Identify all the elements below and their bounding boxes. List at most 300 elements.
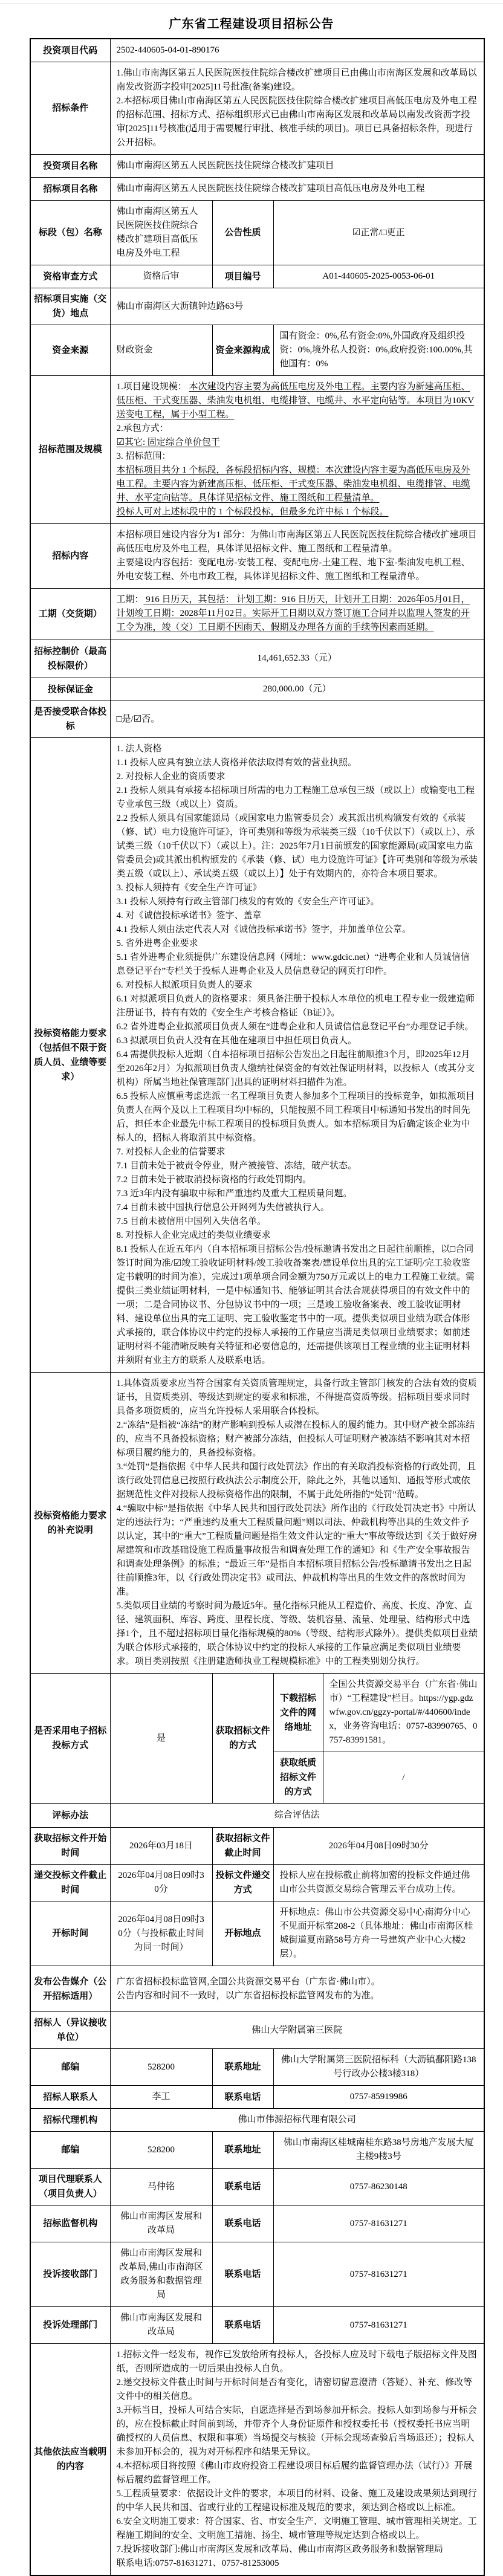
consortium-bid-label bbox=[30, 701, 110, 738]
agent-phone-label bbox=[212, 2169, 273, 2205]
text-run: 7.投诉接收部门:佛山市南海区发展和改革局、佛山市南海区政务服务和数据管理局 bbox=[116, 2545, 443, 2554]
table-row bbox=[30, 2109, 484, 2132]
text-paragraph bbox=[117, 2348, 478, 2376]
text-paragraph bbox=[117, 1975, 478, 1989]
text-run: 7.2 目前未处于被取消投标资格的行政处罚期内。 bbox=[116, 1175, 312, 1185]
text-paragraph bbox=[280, 2053, 478, 2081]
text-run: 获取招标文件截止时间 bbox=[215, 1833, 270, 1858]
text-run: 2026年04月08日09时30分 bbox=[328, 1840, 429, 1851]
supervision-agency-label bbox=[30, 2205, 110, 2242]
text-run: 联系电话 bbox=[224, 2091, 261, 2102]
text-paragraph bbox=[117, 2376, 478, 2404]
bid-bond-label bbox=[30, 678, 110, 701]
text-run: 招标项目名称 bbox=[43, 183, 98, 194]
text-run: 获取招标文件的方式 bbox=[215, 1726, 270, 1750]
text-paragraph bbox=[117, 2459, 478, 2487]
other-required-content-label bbox=[30, 2344, 110, 2576]
text-run: 528200 bbox=[148, 2062, 175, 2072]
table-row bbox=[30, 178, 484, 201]
table-row bbox=[30, 1373, 484, 1674]
text-paragraph bbox=[34, 2143, 107, 2157]
text-run: 1.具体资质要求应当符合国家有关资质管理规定，具备行政主管部门核发的合法有效的资质证书，且资质类别、等级达到规定的要求和标准，不得提高资质等级。招标项目要求同时具备多项资质的，应当允许投标人采用联合体投标。 bbox=[116, 1379, 477, 1416]
text-paragraph bbox=[117, 556, 478, 584]
text-run: 工期： bbox=[116, 595, 144, 604]
bid-opening-time-value bbox=[110, 1901, 212, 1966]
text-paragraph bbox=[216, 1724, 270, 1753]
text-paragraph bbox=[117, 94, 478, 150]
text-paragraph bbox=[34, 270, 107, 284]
text-run: 6.3 拟派项目负责人没有在其他在建项目中担任项目负责人。 bbox=[116, 1036, 357, 1046]
text-run: 528200 bbox=[148, 2144, 175, 2155]
complaint-receiving-value bbox=[110, 2242, 212, 2307]
evaluation-method-label bbox=[30, 1804, 110, 1828]
qualification-supplement-label bbox=[30, 1373, 110, 1674]
text-paragraph bbox=[117, 937, 478, 951]
text-run: 工期（交货期） bbox=[38, 608, 102, 619]
text-run: 联系地址 bbox=[224, 2062, 261, 2072]
download-url-value bbox=[323, 1674, 484, 1752]
text-run: 2.承包方式： bbox=[116, 424, 169, 433]
text-paragraph bbox=[34, 182, 107, 196]
bid-bond-value bbox=[110, 678, 484, 701]
table-row bbox=[30, 376, 484, 524]
text-paragraph bbox=[34, 44, 107, 58]
text-run: 本招标项目建设内容分为1 部分：为佛山市南海区第五人民医院医技住院综合楼改扩建项目高低压电房及外电工程，具体详见招标文件、施工图纸和工程量清单。 bbox=[116, 530, 477, 554]
table-row bbox=[30, 2169, 484, 2205]
text-paragraph bbox=[216, 1868, 270, 1897]
text-paragraph bbox=[117, 1243, 478, 1368]
text-paragraph bbox=[117, 380, 478, 422]
text-paragraph bbox=[216, 2060, 270, 2074]
text-run: 7.1 目前未处于被责令停业，财产被接管、冻结，破产状态。 bbox=[116, 1161, 357, 1171]
tenderer-postcode-value bbox=[110, 2049, 212, 2086]
text-paragraph bbox=[216, 2267, 270, 2282]
tender-content-value bbox=[110, 524, 484, 589]
text-paragraph bbox=[34, 1975, 107, 2004]
bid-submission-method-value bbox=[273, 1865, 484, 1901]
notice-nature-label bbox=[212, 201, 273, 265]
text-run: 联系电话 bbox=[224, 2320, 261, 2330]
paper-documents-label bbox=[273, 1752, 323, 1804]
text-run: 1.1 投标人应具有独立法人资格并依法取得有效的营业执照。 bbox=[116, 758, 357, 768]
text-run: 佛山市南海区第五人民医院医技住院综合楼改扩建项目高低压电房及外电工程 bbox=[116, 184, 425, 193]
construction-period-label bbox=[30, 589, 110, 639]
text-paragraph bbox=[117, 1048, 478, 1090]
text-paragraph bbox=[34, 1808, 107, 1823]
text-run: 8.1 投标人在近五年内（自本招标项目招标公告/投标邀请书发出之日起往前顺推，以□合同签订时间为准/☑竣工验收证明材料/竣工验收备案表/建设单位出具的完工证明/完工验收鉴定书载明的时间为准），完成过1项单项合同金额为750万元或以上的电力工程施工业绩。需提供三类业绩证明材料，一是中标通知书、能够证明其合法合规获得项目的有效文件中的一项；二是合同协议书、分包协议书中的一项；三是竣工验收备案表、竣工验收证明材料、建设单位出具的完工证明、完工验收鉴定书中的一项。提供类似项目业绩为联合体形式承接的，联合体协议中约定的投标人承接的工作量应当满足类似项目业绩要求；如前述证明材料不能清晰反映有关特征和必要信息的，还需提供该项目工程业绩的业主证明材料并须附有业主方的联系人及联系电话。 bbox=[116, 1244, 475, 1365]
e-bidding-label bbox=[30, 1674, 110, 1804]
text-run: 资格审查方式 bbox=[43, 271, 98, 282]
text-run: 发布公告媒介（公开招标适用） bbox=[34, 1976, 107, 2001]
text-run: 佛山大学附属第三医院招标科（大沥镇鄱阳路138号行政办公楼3楼318） bbox=[281, 2055, 476, 2079]
table-row bbox=[30, 39, 484, 62]
paper-documents-value bbox=[323, 1752, 484, 1804]
text-paragraph bbox=[34, 2060, 107, 2074]
text-paragraph bbox=[34, 343, 107, 358]
tenderer-postcode-label bbox=[30, 2049, 110, 2086]
text-run: 全国公共资源交易平台（广东省·佛山市）“工程建设”栏目。 bbox=[329, 1680, 478, 1703]
text-paragraph bbox=[216, 2180, 270, 2194]
text-paragraph bbox=[117, 1229, 478, 1243]
text-paragraph bbox=[117, 895, 478, 909]
text-paragraph bbox=[34, 101, 107, 115]
text-run: 14,461,652.33（元） bbox=[257, 653, 337, 663]
table-row bbox=[30, 2242, 484, 2307]
text-run: 招标监督机构 bbox=[43, 2218, 98, 2228]
text-paragraph bbox=[117, 593, 478, 635]
text-paragraph bbox=[117, 205, 206, 261]
text-paragraph bbox=[117, 2090, 206, 2104]
text-paragraph bbox=[117, 2557, 478, 2571]
text-run: 2.本招标项目佛山市南海区第五人民医院医技住院综合楼改扩建项目高低压电房及外电工程的招标范围、招标方式、招标组织形式已由佛山市南海区发展和改革局以南发改资沥字投审[2025]11号核准(适用于需要履行审批、核准手续的项目)。项目已具备招标条件，现进行公开招标。 bbox=[116, 96, 477, 147]
text-run: 2.2 投标人须具有国家能源局（或国家电力监管委员会）或其派出机构颁发有效的《承装（修、试）电力设施许可证》，许可类别和等级为承装类三级（10千伏以下）（或以上）、承试类三级（10千伏以下）（或以上）。注：2025年7月1日前颁发的国家能源局(或国家电力监管委员会)或其派出机构颁发的《承装（修、试）电力设施许可证》【许可类别和等级为承装类五级（或以上）、承试类五级（或以上）】处于有效期内的，亦符合本项目要求。 bbox=[116, 814, 478, 879]
bid-opening-place-value bbox=[273, 1901, 484, 1966]
text-paragraph bbox=[117, 2515, 478, 2543]
text-paragraph bbox=[280, 2180, 478, 2194]
text-paragraph bbox=[117, 300, 478, 314]
text-run: 7.4 目前未被中国执行信息公开网列为失信被执行人。 bbox=[116, 1203, 330, 1212]
text-run: 联系电话:0757-81631271、0757-81253005 bbox=[116, 2558, 279, 2568]
other-required-content-value bbox=[110, 2344, 484, 2576]
table-row bbox=[30, 2344, 484, 2576]
text-paragraph bbox=[34, 644, 107, 673]
text-paragraph bbox=[280, 329, 478, 371]
table-row bbox=[30, 2205, 484, 2242]
agent-contact-value bbox=[110, 2169, 212, 2205]
text-paragraph bbox=[117, 1159, 478, 1173]
tender-content-label bbox=[30, 524, 110, 589]
text-run: / bbox=[402, 1772, 405, 1782]
table-row bbox=[30, 62, 484, 155]
text-run: 是否接受联合体投标 bbox=[34, 707, 107, 731]
text-run: 2026年03月18日 bbox=[129, 1840, 193, 1851]
tender-conditions-label bbox=[30, 62, 110, 155]
text-paragraph bbox=[34, 225, 107, 240]
text-paragraph bbox=[280, 1869, 478, 1897]
doc-obtain-deadline-value bbox=[273, 1828, 484, 1865]
text-run: 投标资格能力要求（包括但不限于资质人员、业绩等要求） bbox=[34, 1027, 107, 1082]
tenderer-phone-label bbox=[212, 2086, 273, 2109]
complaint-handling-label bbox=[30, 2307, 110, 2344]
text-paragraph bbox=[117, 343, 206, 357]
text-run: 佛山市南海区第五人民医院医技住院综合楼改扩建项目高低压电房及外电工程 bbox=[116, 207, 198, 258]
text-run: 投诉处理部门 bbox=[43, 2320, 98, 2330]
text-run: 投资项目名称 bbox=[43, 160, 98, 171]
text-paragraph bbox=[117, 1808, 478, 1822]
text-run: 1.项目建设规模： bbox=[116, 382, 189, 392]
text-run: 6.5 投标人应慎重考虑选派一名工程项目负责人参加多个工程项目的投标竞争，如拟派项目负责人在两个及以上工程项目均中标的，只能按照不同工程项目中标通知书发出的时间先后，担任本企业最先中标工程项目的投标项目负责人。如本招标项目为后确定该企业为中标人的，招标人将取消其中标资格。 bbox=[116, 1092, 475, 1143]
text-run: 广东省招标投标监管网,全国公共资源交易平台（广东省·佛山市）。 bbox=[116, 1976, 380, 1987]
text-paragraph bbox=[117, 1419, 478, 1460]
table-row bbox=[30, 2132, 484, 2169]
text-paragraph bbox=[216, 1831, 270, 1860]
table-row bbox=[30, 589, 484, 639]
text-paragraph bbox=[117, 682, 478, 696]
text-paragraph bbox=[117, 464, 478, 505]
text-run: 1. 法人资格 bbox=[116, 744, 162, 754]
text-paragraph bbox=[117, 979, 478, 992]
table-row bbox=[30, 155, 484, 178]
text-run: 1.招标文件一经发布，视作已发放给所有投标人，各投标人应及时下载电子版招标文件及图纸，否则所造成的一切后果由投标人自负。 bbox=[116, 2350, 477, 2374]
text-paragraph bbox=[34, 2216, 107, 2231]
text-paragraph bbox=[216, 1926, 270, 1941]
text-paragraph bbox=[280, 1906, 478, 1961]
text-paragraph bbox=[117, 2180, 206, 2194]
complaint-handling-phone-value bbox=[273, 2307, 484, 2344]
download-url-link[interactable]: https://ygp.gdzwfw.gov.cn/ggzy-portal/#/440600/index bbox=[329, 1694, 473, 1731]
text-run: 递交投标文件截止时间 bbox=[34, 1870, 107, 1895]
text-run: 公告内容和时间不一致时，以广东省招标投标监管网发布的为准。 bbox=[116, 1990, 380, 2001]
consortium-bid-value bbox=[110, 701, 484, 738]
evaluation-method-value bbox=[110, 1804, 484, 1828]
text-run: 3. 投标人须持有《安全生产许可证》 bbox=[116, 883, 262, 893]
text-run: 3. 招标范围： bbox=[116, 451, 171, 461]
text-run: 佛山市南海区发展和改革局 bbox=[120, 2313, 202, 2337]
text-run: 2.“冻结”是指被“冻结”的财产影响到投标人或潜在投标人的履约能力。其中财产被全部冻结的，应当不具备投标资格；财产被部分冻结，但投标人可证明财产被冻结不影响其对本招标项目履约能力的，具备投标资格。 bbox=[116, 1420, 475, 1458]
supervision-phone-label bbox=[212, 2205, 273, 2242]
text-run: 1.佛山市南海区第五人民医院医技住院综合楼改扩建项目已由佛山市南海区发展和改革局以南发改资沥字投审[2025]11号批准(备案)建设。 bbox=[116, 68, 477, 92]
text-run: 是 bbox=[156, 1733, 166, 1743]
text-paragraph bbox=[117, 2060, 206, 2074]
text-paragraph bbox=[277, 1691, 320, 1735]
text-run: 投标人可对上述标段中的 1 个标段投标，但最多允许中标 1 个标段。 bbox=[116, 507, 389, 517]
table-row bbox=[30, 678, 484, 701]
text-paragraph bbox=[117, 528, 478, 556]
text-paragraph bbox=[329, 1678, 478, 1747]
tender-project-name-label bbox=[30, 178, 110, 201]
text-run: 招标内容 bbox=[52, 551, 89, 561]
text-run: 开标地点：佛山市公共资源交易中心南海分中心不见面开标室208-2（具体地址：佛山市南海区桂城街道夏南路58号方舟一号建筑产业中心大楼2层）。 bbox=[279, 1908, 473, 1959]
table-row bbox=[30, 2086, 484, 2109]
text-run: 佛山市南海区第五人民医院医技住院综合楼改扩建项目 bbox=[116, 161, 334, 170]
text-run: 联系电话 bbox=[224, 2218, 261, 2228]
table-row bbox=[30, 288, 484, 325]
text-run: 马仲铭 bbox=[147, 2181, 175, 2192]
text-paragraph bbox=[117, 1145, 478, 1159]
text-run: ，业务咨询电话：0757-83990765、0757-83991581。 bbox=[329, 1721, 478, 1745]
doc-obtain-start-value bbox=[110, 1828, 212, 1865]
text-paragraph bbox=[34, 682, 107, 697]
text-run: 佛山市南海区发展和改革局,佛山市南海区政务服务和数据管理局 bbox=[119, 2248, 203, 2300]
announcement-media-label bbox=[30, 1966, 110, 2012]
text-paragraph bbox=[34, 1926, 107, 1941]
text-paragraph bbox=[329, 1771, 478, 1785]
section-package-name-value bbox=[110, 201, 212, 265]
text-paragraph bbox=[34, 2090, 107, 2105]
table-row bbox=[30, 2012, 484, 2049]
text-run: 8. 对投标人企业完成过的类似业绩要求 bbox=[116, 1231, 271, 1240]
text-paragraph bbox=[34, 1831, 107, 1860]
text-run: □是/☑否。 bbox=[116, 714, 160, 724]
text-run: 投资项目代码 bbox=[43, 45, 98, 56]
text-run: 招标项目实施（交货）地点 bbox=[34, 294, 107, 319]
table-row bbox=[30, 325, 484, 376]
tenderer-address-label bbox=[212, 2049, 273, 2086]
text-run: 7.3 近3年内没有骗取中标和严重违约及重大工程质量问题。 bbox=[116, 1189, 352, 1199]
text-run: 联系电话 bbox=[224, 2269, 261, 2279]
text-run: 0757-86230148 bbox=[349, 2181, 407, 2192]
text-paragraph bbox=[117, 270, 206, 283]
table-row bbox=[30, 2307, 484, 2344]
text-run: 2026年04月08日09时30分 bbox=[118, 1871, 204, 1894]
text-paragraph bbox=[34, 2445, 107, 2474]
agent-contact-label bbox=[30, 2169, 110, 2205]
text-run: 佛山市伟源招标代理有限公司 bbox=[238, 2115, 356, 2125]
text-run: 招标控制价（最高投标限价） bbox=[34, 646, 107, 671]
table-row bbox=[30, 2049, 484, 2086]
qualification-supplement-value bbox=[110, 1373, 484, 1674]
text-paragraph bbox=[34, 2172, 107, 2201]
text-paragraph bbox=[117, 756, 478, 770]
text-paragraph bbox=[117, 450, 478, 464]
tender-conditions-value bbox=[110, 62, 484, 155]
text-paragraph bbox=[117, 1460, 478, 1502]
text-run: 本次建设内容主要为高低压电房及外电工程。主要内容为新建高压柜、低压柜、干式变压器、柴油发电机组、电缆排管、电缆井、水平定向钻等。本项目为10KV送变电工程，属于小型工程。 bbox=[116, 382, 475, 419]
text-run: 开标时间 bbox=[52, 1928, 89, 1938]
text-run: 邮编 bbox=[61, 2144, 80, 2155]
text-paragraph bbox=[216, 270, 270, 284]
text-run: 资格后审 bbox=[143, 271, 180, 281]
text-paragraph bbox=[117, 1839, 206, 1853]
project-number-value bbox=[273, 265, 484, 288]
text-paragraph bbox=[34, 292, 107, 321]
text-run: 招标范围及规模 bbox=[38, 444, 102, 455]
text-paragraph bbox=[34, 705, 107, 734]
text-run: 2026年04月08日09时30分（与投标截止时间为同一时间） bbox=[118, 1914, 204, 1952]
delivery-location-value bbox=[110, 288, 484, 325]
text-paragraph bbox=[117, 159, 478, 173]
page-title: 广东省工程建设项目招标公告 bbox=[169, 18, 334, 31]
text-paragraph bbox=[117, 1020, 478, 1034]
text-paragraph bbox=[216, 343, 270, 358]
text-run: 3.开标当日，投标人可结合实际，自愿选择是否到场参加开标会。投标人如到场参与开标会的，应在投标截止时间前到场，并带齐个人身份证原件和授权委托书（授权委托书应当明确授权的人员信息、权限和事项）当场提交与核验（开标会现场查验后当场退还）；投标人未参加开标会的，视为对开标程序和结果无异议。 bbox=[116, 2406, 477, 2457]
text-run: 联系地址 bbox=[224, 2144, 261, 2155]
text-run: 6.4 需提供投标人近期（自本招标项目招标公告发出之日起往前顺推3个月，即2025年12月至2026年2月）为拟派项目负责人缴纳社保资金的有效社保证明材料，以投标人（或其分支机构）所属当地社保管理部门出具的证明材料扫描件为准。 bbox=[116, 1050, 475, 1087]
text-paragraph bbox=[280, 1839, 478, 1853]
agency-label bbox=[30, 2109, 110, 2132]
text-paragraph bbox=[34, 1868, 107, 1897]
text-run: 投标文件递交方式 bbox=[215, 1870, 270, 1895]
text-run: 佛山大学附属第三医院 bbox=[252, 2025, 343, 2035]
text-paragraph bbox=[117, 2311, 206, 2339]
text-run: 2.递交投标文件截止时间与开标时间是否有变化，请密切留意澄清（答疑）、补充、修改等文件中的相关信息。 bbox=[116, 2378, 473, 2401]
text-run: 投诉接收部门 bbox=[43, 2269, 98, 2279]
text-paragraph bbox=[34, 2267, 107, 2282]
text-run: 资金来源 bbox=[52, 345, 89, 355]
announcement-media-value bbox=[110, 1966, 484, 2012]
text-run: 项目代理联系人（项目负责人） bbox=[38, 2174, 102, 2199]
text-paragraph bbox=[117, 784, 478, 812]
text-paragraph bbox=[34, 159, 107, 173]
delivery-location-label bbox=[30, 288, 110, 325]
text-run: 5.工程质量要求：依据设计文件的要求，本项目的材料、设备、施工及建设成果须达到现行的中华人民共和国、省或行业的工程建设标准及规范的要求，须达到合格或以上标准。 bbox=[116, 2489, 477, 2513]
text-paragraph bbox=[117, 770, 478, 784]
text-run: 2502-440605-04-01-890176 bbox=[116, 45, 219, 55]
tenderer-contact-value bbox=[110, 2086, 212, 2109]
text-run: 6.2 省外进粤企业拟派项目负责人须在“进粤企业和人员诚信信息登记平台”办理登记手续。 bbox=[116, 1022, 474, 1032]
bid-submission-deadline-value bbox=[110, 1865, 212, 1901]
text-run: 邮编 bbox=[61, 2062, 80, 2072]
text-paragraph bbox=[117, 923, 478, 937]
complaint-receiving-phone-label bbox=[212, 2242, 273, 2307]
text-paragraph bbox=[34, 607, 107, 621]
doc-obtain-deadline-label bbox=[212, 1828, 273, 1865]
text-run: 280,000.00（元） bbox=[263, 684, 331, 694]
table-row bbox=[30, 1674, 484, 1752]
text-paragraph bbox=[34, 2113, 107, 2128]
text-paragraph bbox=[280, 2268, 478, 2282]
table-row bbox=[30, 1804, 484, 1828]
tenderer-label bbox=[30, 2012, 110, 2049]
text-run: 获取招标文件开始时间 bbox=[34, 1833, 107, 1858]
qualification-review-method-label bbox=[30, 265, 110, 288]
text-paragraph bbox=[117, 992, 478, 1020]
text-run: 6.1 对拟派项目负责人的资格要求：须具备注册于投标人本单位的机电工程专业一级建造师注册证书，持有有效的《安全生产考核合格证（B证）》。 bbox=[116, 994, 475, 1018]
text-paragraph bbox=[117, 951, 478, 979]
table-row bbox=[30, 1865, 484, 1901]
text-paragraph bbox=[117, 881, 478, 895]
text-paragraph bbox=[117, 2247, 206, 2302]
text-paragraph bbox=[117, 1201, 478, 1215]
text-run: 投标资格能力要求的补充说明 bbox=[34, 1510, 107, 1535]
text-paragraph bbox=[277, 1756, 320, 1799]
tender-scope-value bbox=[110, 376, 484, 524]
text-run: 项目编号 bbox=[224, 271, 261, 282]
text-run: 3.1 投标人须持有行政主管部门核发的有效的《安全生产许可证》。 bbox=[116, 897, 380, 907]
text-run: 是否采用电子招标投标方式 bbox=[34, 1726, 107, 1750]
text-run: 财政资金 bbox=[116, 345, 153, 355]
text-paragraph bbox=[117, 909, 478, 923]
text-paragraph bbox=[34, 1724, 107, 1753]
text-run: 招标人（异议接收单位） bbox=[34, 2018, 107, 2042]
supervision-agency-value bbox=[110, 2205, 212, 2242]
table-row bbox=[30, 1901, 484, 1966]
tender-control-price-value bbox=[110, 639, 484, 678]
text-paragraph bbox=[117, 1732, 206, 1746]
text-run: 0757-81631271 bbox=[349, 2218, 407, 2228]
text-run: 5.类似项目业绩的考察时间为最近5年。量化指标只能从工程造价、高度、长度、净宽、直径、建筑面积、库容、跨度、里程长度、等级、装机容量、流量、处理量、结构形式中选择1个，且不超过招标项目量化指标规模的80%（等级、结构形式除外）。提供类似项目业绩为联合体形式承接的，联合体协议中约定的投标人承接的工作量应满足类似项目业绩要求。项目类别按照《注册建造师执业工程规模标准》中的工程类别划分执行。 bbox=[116, 1601, 478, 1666]
text-run: ☑其它: 固定综合单价包干 bbox=[116, 438, 220, 447]
text-run: 5. 省外进粤企业要求 bbox=[116, 939, 198, 948]
agency-postcode-label bbox=[30, 2132, 110, 2169]
bidder-qualification-label bbox=[30, 738, 110, 1373]
text-paragraph bbox=[34, 549, 107, 563]
funding-composition-value bbox=[273, 325, 484, 376]
text-paragraph bbox=[117, 2404, 478, 2459]
text-run: 0757-85919986 bbox=[349, 2092, 407, 2102]
text-paragraph bbox=[216, 2090, 270, 2105]
text-run: 资金来源构成 bbox=[215, 345, 270, 355]
text-run: 6. 对投标人拟派项目负责人的要求 bbox=[116, 980, 253, 990]
text-run: 开标地点 bbox=[224, 1928, 261, 1938]
text-run: 国有资金：0%,私有资金:0%,外国政府及组织投资：0%,境外私人投资：0%,政府投资:100.00%,其他国有：0% bbox=[279, 331, 473, 369]
table-row bbox=[30, 201, 484, 265]
text-run: 4. 对《诚信投标承诺书》签字、盖章 bbox=[116, 911, 262, 921]
investment-project-code-value bbox=[110, 39, 484, 62]
bid-opening-place-label bbox=[212, 1901, 273, 1966]
tender-control-price-label bbox=[30, 639, 110, 678]
text-paragraph bbox=[117, 1215, 478, 1229]
text-paragraph bbox=[117, 2487, 478, 2515]
text-paragraph bbox=[216, 2143, 270, 2157]
text-paragraph bbox=[117, 436, 478, 450]
text-paragraph bbox=[117, 2543, 478, 2557]
text-run: 获取纸质招标文件的方式 bbox=[279, 1758, 316, 1797]
text-run: 3.“处罚”是指依据《中华人民共和国行政处罚法》作出的有关取消投标资格的行政处罚，且该行政处罚信息已按照行政执法公示制度公开，除此之外，其他以通知、通报等形式或依据规范性文件对投标人投标资格作出的限制，不属于此处所指的“处罚”范畴。 bbox=[116, 1462, 476, 1500]
investment-project-name-label bbox=[30, 155, 110, 178]
text-paragraph bbox=[280, 2090, 478, 2104]
text-run: 招标代理机构 bbox=[43, 2114, 98, 2125]
